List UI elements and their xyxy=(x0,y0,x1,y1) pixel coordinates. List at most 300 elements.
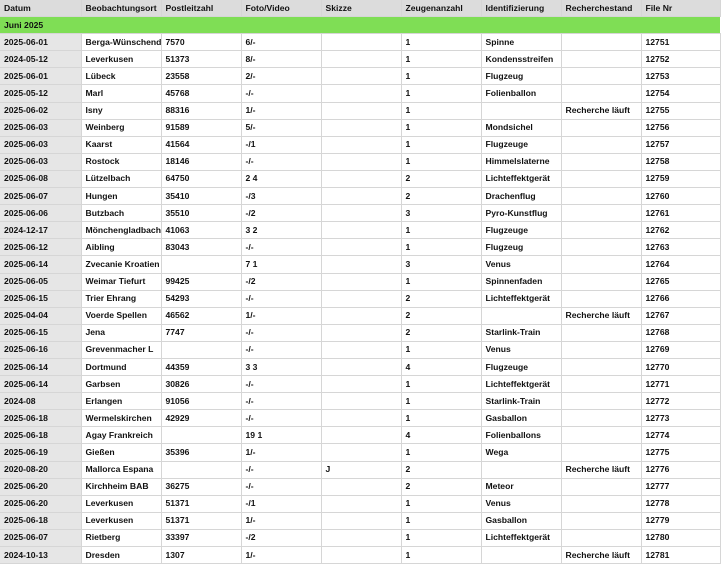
cell-datum[interactable]: 2025-06-07 xyxy=(0,188,81,205)
cell-foto-video[interactable]: 1/- xyxy=(241,444,321,461)
table-row[interactable] xyxy=(0,119,720,136)
cell-file-nr[interactable]: 12752 xyxy=(641,51,720,68)
cell-zeugen[interactable]: 1 xyxy=(401,102,481,119)
cell-file-nr[interactable]: 12757 xyxy=(641,136,720,153)
cell-zeugen[interactable]: 1 xyxy=(401,547,481,564)
cell-identifizierung[interactable]: Drachenflug xyxy=(481,188,561,205)
cell-skizze[interactable] xyxy=(321,68,401,85)
cell-skizze[interactable] xyxy=(321,222,401,239)
cell-plz[interactable]: 41564 xyxy=(161,136,241,153)
table-row[interactable] xyxy=(0,188,720,205)
cell-plz[interactable]: 51371 xyxy=(161,512,241,529)
cell-ort[interactable]: Isny xyxy=(81,102,161,119)
cell-recherchestand[interactable] xyxy=(561,427,641,444)
cell-skizze[interactable] xyxy=(321,188,401,205)
cell-plz[interactable]: 83043 xyxy=(161,239,241,256)
cell-skizze[interactable] xyxy=(321,495,401,512)
cell-skizze[interactable]: J xyxy=(321,461,401,478)
cell-skizze[interactable] xyxy=(321,547,401,564)
cell-zeugen[interactable]: 1 xyxy=(401,376,481,393)
cell-recherchestand[interactable] xyxy=(561,34,641,51)
cell-ort[interactable]: Mallorca Espana xyxy=(81,461,161,478)
cell-foto-video[interactable]: 1/- xyxy=(241,307,321,324)
cell-recherchestand[interactable] xyxy=(561,188,641,205)
cell-datum[interactable]: 2025-06-03 xyxy=(0,136,81,153)
cell-ort[interactable]: Leverkusen xyxy=(81,495,161,512)
cell-skizze[interactable] xyxy=(321,136,401,153)
cell-skizze[interactable] xyxy=(321,358,401,375)
cell-plz[interactable]: 33397 xyxy=(161,529,241,546)
cell-zeugen[interactable]: 1 xyxy=(401,153,481,170)
cell-datum[interactable]: 2025-06-14 xyxy=(0,256,81,273)
cell-ort[interactable]: Leverkusen xyxy=(81,51,161,68)
cell-file-nr[interactable]: 12756 xyxy=(641,119,720,136)
cell-plz[interactable]: 7570 xyxy=(161,34,241,51)
cell-file-nr[interactable]: 12751 xyxy=(641,34,720,51)
cell-foto-video[interactable]: -/1 xyxy=(241,136,321,153)
cell-skizze[interactable] xyxy=(321,341,401,358)
cell-ort[interactable]: Berga-Wünschend xyxy=(81,34,161,51)
cell-zeugen[interactable]: 3 xyxy=(401,256,481,273)
cell-foto-video[interactable]: 8/- xyxy=(241,51,321,68)
table-row[interactable] xyxy=(0,427,720,444)
cell-identifizierung[interactable]: Flugzeug xyxy=(481,239,561,256)
cell-zeugen[interactable]: 1 xyxy=(401,51,481,68)
cell-file-nr[interactable]: 12776 xyxy=(641,461,720,478)
cell-identifizierung[interactable]: Flugzeug xyxy=(481,68,561,85)
cell-recherchestand[interactable] xyxy=(561,170,641,187)
cell-datum[interactable]: 2025-06-18 xyxy=(0,427,81,444)
cell-plz[interactable]: 45768 xyxy=(161,85,241,102)
table-row[interactable] xyxy=(0,324,720,341)
cell-skizze[interactable] xyxy=(321,153,401,170)
cell-ort[interactable]: Marl xyxy=(81,85,161,102)
cell-skizze[interactable] xyxy=(321,170,401,187)
cell-file-nr[interactable]: 12775 xyxy=(641,444,720,461)
cell-identifizierung[interactable]: Gasballon xyxy=(481,410,561,427)
cell-plz[interactable] xyxy=(161,341,241,358)
table-row[interactable] xyxy=(0,34,720,51)
cell-recherchestand[interactable] xyxy=(561,290,641,307)
cell-recherchestand[interactable] xyxy=(561,393,641,410)
cell-file-nr[interactable]: 12753 xyxy=(641,68,720,85)
cell-zeugen[interactable]: 2 xyxy=(401,290,481,307)
cell-recherchestand[interactable] xyxy=(561,239,641,256)
cell-plz[interactable]: 46562 xyxy=(161,307,241,324)
cell-skizze[interactable] xyxy=(321,85,401,102)
cell-plz[interactable] xyxy=(161,461,241,478)
cell-datum[interactable]: 2025-06-08 xyxy=(0,170,81,187)
cell-ort[interactable]: Hungen xyxy=(81,188,161,205)
cell-ort[interactable]: Grevenmacher L xyxy=(81,341,161,358)
cell-file-nr[interactable]: 12769 xyxy=(641,341,720,358)
cell-ort[interactable]: Aibling xyxy=(81,239,161,256)
cell-ort[interactable]: Garbsen xyxy=(81,376,161,393)
table-row[interactable] xyxy=(0,85,720,102)
cell-identifizierung[interactable]: Lichteffektgerät xyxy=(481,290,561,307)
cell-zeugen[interactable]: 1 xyxy=(401,239,481,256)
cell-skizze[interactable] xyxy=(321,393,401,410)
cell-skizze[interactable] xyxy=(321,102,401,119)
cell-ort[interactable]: Lübeck xyxy=(81,68,161,85)
cell-plz[interactable]: 99425 xyxy=(161,273,241,290)
cell-identifizierung[interactable]: Venus xyxy=(481,495,561,512)
cell-ort[interactable]: Leverkusen xyxy=(81,512,161,529)
cell-foto-video[interactable]: -/- xyxy=(241,85,321,102)
cell-zeugen[interactable]: 1 xyxy=(401,341,481,358)
cell-identifizierung[interactable]: Spinne xyxy=(481,34,561,51)
cell-datum[interactable]: 2025-06-20 xyxy=(0,495,81,512)
cell-file-nr[interactable]: 12773 xyxy=(641,410,720,427)
cell-identifizierung[interactable]: Folienballons xyxy=(481,427,561,444)
cell-skizze[interactable] xyxy=(321,376,401,393)
table-row[interactable] xyxy=(0,68,720,85)
cell-file-nr[interactable]: 12772 xyxy=(641,393,720,410)
cell-skizze[interactable] xyxy=(321,512,401,529)
header-recherchestand[interactable]: Recherchestand xyxy=(561,0,641,17)
cell-zeugen[interactable]: 2 xyxy=(401,307,481,324)
table-row[interactable] xyxy=(0,376,720,393)
cell-skizze[interactable] xyxy=(321,324,401,341)
cell-recherchestand[interactable] xyxy=(561,376,641,393)
cell-datum[interactable]: 2025-06-03 xyxy=(0,153,81,170)
cell-recherchestand[interactable] xyxy=(561,256,641,273)
cell-recherchestand[interactable]: Recherche läuft xyxy=(561,102,641,119)
cell-recherchestand[interactable] xyxy=(561,136,641,153)
header-datum[interactable]: Datum xyxy=(0,0,81,17)
header-postleitzahl[interactable]: Postleitzahl xyxy=(161,0,241,17)
cell-foto-video[interactable]: 3 3 xyxy=(241,358,321,375)
cell-datum[interactable]: 2025-05-12 xyxy=(0,85,81,102)
cell-zeugen[interactable]: 1 xyxy=(401,273,481,290)
cell-datum[interactable]: 2025-06-15 xyxy=(0,290,81,307)
cell-foto-video[interactable]: 3 2 xyxy=(241,222,321,239)
table-row[interactable] xyxy=(0,358,720,375)
cell-identifizierung[interactable]: Flugzeuge xyxy=(481,222,561,239)
cell-file-nr[interactable]: 12760 xyxy=(641,188,720,205)
cell-plz[interactable]: 44359 xyxy=(161,358,241,375)
cell-zeugen[interactable]: 3 xyxy=(401,205,481,222)
cell-file-nr[interactable]: 12766 xyxy=(641,290,720,307)
cell-plz[interactable] xyxy=(161,427,241,444)
cell-identifizierung[interactable]: Mondsichel xyxy=(481,119,561,136)
table-row[interactable] xyxy=(0,393,720,410)
header-foto-video[interactable]: Foto/Video xyxy=(241,0,321,17)
cell-identifizierung[interactable]: Kondensstreifen xyxy=(481,51,561,68)
cell-file-nr[interactable]: 12779 xyxy=(641,512,720,529)
cell-datum[interactable]: 2025-06-19 xyxy=(0,444,81,461)
cell-skizze[interactable] xyxy=(321,239,401,256)
cell-foto-video[interactable]: -/2 xyxy=(241,529,321,546)
cell-datum[interactable]: 2020-08-20 xyxy=(0,461,81,478)
cell-ort[interactable]: Jena xyxy=(81,324,161,341)
cell-identifizierung[interactable] xyxy=(481,461,561,478)
cell-file-nr[interactable]: 12763 xyxy=(641,239,720,256)
cell-foto-video[interactable]: 2 4 xyxy=(241,170,321,187)
table-row[interactable] xyxy=(0,529,720,546)
cell-plz[interactable]: 35396 xyxy=(161,444,241,461)
cell-ort[interactable]: Voerde Spellen xyxy=(81,307,161,324)
cell-recherchestand[interactable] xyxy=(561,222,641,239)
cell-ort[interactable]: Agay Frankreich xyxy=(81,427,161,444)
cell-ort[interactable]: Dresden xyxy=(81,547,161,564)
cell-zeugen[interactable]: 1 xyxy=(401,393,481,410)
section-label[interactable]: Juni 2025 xyxy=(0,17,720,34)
cell-plz[interactable] xyxy=(161,256,241,273)
cell-identifizierung[interactable]: Meteor xyxy=(481,478,561,495)
cell-plz[interactable]: 36275 xyxy=(161,478,241,495)
cell-ort[interactable]: Gießen xyxy=(81,444,161,461)
cell-foto-video[interactable]: -/- xyxy=(241,410,321,427)
cell-identifizierung[interactable] xyxy=(481,547,561,564)
cell-plz[interactable]: 35510 xyxy=(161,205,241,222)
cell-identifizierung[interactable] xyxy=(481,102,561,119)
cell-foto-video[interactable]: -/- xyxy=(241,341,321,358)
cell-foto-video[interactable]: -/- xyxy=(241,290,321,307)
cell-file-nr[interactable]: 12765 xyxy=(641,273,720,290)
cell-identifizierung[interactable]: Flugzeuge xyxy=(481,136,561,153)
cell-ort[interactable]: Trier Ehrang xyxy=(81,290,161,307)
cell-foto-video[interactable]: 1/- xyxy=(241,512,321,529)
cell-recherchestand[interactable] xyxy=(561,341,641,358)
cell-plz[interactable]: 35410 xyxy=(161,188,241,205)
cell-file-nr[interactable]: 12768 xyxy=(641,324,720,341)
cell-file-nr[interactable]: 12761 xyxy=(641,205,720,222)
cell-zeugen[interactable]: 4 xyxy=(401,358,481,375)
cell-datum[interactable]: 2025-06-05 xyxy=(0,273,81,290)
cell-plz[interactable]: 7747 xyxy=(161,324,241,341)
cell-foto-video[interactable]: -/3 xyxy=(241,188,321,205)
cell-zeugen[interactable]: 1 xyxy=(401,444,481,461)
cell-identifizierung[interactable]: Wega xyxy=(481,444,561,461)
table-row[interactable] xyxy=(0,495,720,512)
cell-foto-video[interactable]: 7 1 xyxy=(241,256,321,273)
cell-datum[interactable]: 2025-06-06 xyxy=(0,205,81,222)
cell-zeugen[interactable]: 1 xyxy=(401,68,481,85)
cell-ort[interactable]: Mönchengladbach xyxy=(81,222,161,239)
cell-plz[interactable]: 1307 xyxy=(161,547,241,564)
cell-datum[interactable]: 2024-05-12 xyxy=(0,51,81,68)
cell-recherchestand[interactable] xyxy=(561,495,641,512)
cell-identifizierung[interactable] xyxy=(481,307,561,324)
cell-datum[interactable]: 2025-04-04 xyxy=(0,307,81,324)
cell-zeugen[interactable]: 2 xyxy=(401,478,481,495)
cell-zeugen[interactable]: 1 xyxy=(401,222,481,239)
cell-zeugen[interactable]: 1 xyxy=(401,410,481,427)
cell-plz[interactable]: 51371 xyxy=(161,495,241,512)
cell-plz[interactable]: 54293 xyxy=(161,290,241,307)
table-row[interactable] xyxy=(0,444,720,461)
table-row[interactable] xyxy=(0,136,720,153)
cell-recherchestand[interactable] xyxy=(561,153,641,170)
cell-zeugen[interactable]: 1 xyxy=(401,34,481,51)
cell-plz[interactable]: 18146 xyxy=(161,153,241,170)
table-row[interactable] xyxy=(0,512,720,529)
cell-recherchestand[interactable] xyxy=(561,119,641,136)
header-identifizierung[interactable]: Identifizierung xyxy=(481,0,561,17)
cell-recherchestand[interactable] xyxy=(561,205,641,222)
cell-plz[interactable]: 51373 xyxy=(161,51,241,68)
cell-file-nr[interactable]: 12764 xyxy=(641,256,720,273)
cell-ort[interactable]: Weimar Tiefurt xyxy=(81,273,161,290)
cell-recherchestand[interactable] xyxy=(561,410,641,427)
table-row[interactable] xyxy=(0,461,720,478)
cell-ort[interactable]: Butzbach xyxy=(81,205,161,222)
cell-datum[interactable]: 2025-06-02 xyxy=(0,102,81,119)
cell-zeugen[interactable]: 1 xyxy=(401,85,481,102)
cell-datum[interactable]: 2025-06-12 xyxy=(0,239,81,256)
cell-recherchestand[interactable] xyxy=(561,68,641,85)
cell-identifizierung[interactable]: Starlink-Train xyxy=(481,393,561,410)
cell-identifizierung[interactable]: Folienballon xyxy=(481,85,561,102)
cell-file-nr[interactable]: 12770 xyxy=(641,358,720,375)
cell-ort[interactable]: Wermelskirchen xyxy=(81,410,161,427)
cell-plz[interactable]: 41063 xyxy=(161,222,241,239)
cell-identifizierung[interactable]: Himmelslaterne xyxy=(481,153,561,170)
cell-identifizierung[interactable]: Lichteffektgerät xyxy=(481,376,561,393)
cell-file-nr[interactable]: 12778 xyxy=(641,495,720,512)
cell-file-nr[interactable]: 12762 xyxy=(641,222,720,239)
cell-recherchestand[interactable] xyxy=(561,324,641,341)
table-row[interactable] xyxy=(0,102,720,119)
cell-foto-video[interactable]: 6/- xyxy=(241,34,321,51)
header-skizze[interactable]: Skizze xyxy=(321,0,401,17)
table-row[interactable] xyxy=(0,547,720,564)
cell-plz[interactable]: 42929 xyxy=(161,410,241,427)
cell-foto-video[interactable]: 2/- xyxy=(241,68,321,85)
table-row[interactable] xyxy=(0,205,720,222)
cell-foto-video[interactable]: 19 1 xyxy=(241,427,321,444)
cell-foto-video[interactable]: -/2 xyxy=(241,205,321,222)
table-row[interactable] xyxy=(0,478,720,495)
cell-zeugen[interactable]: 2 xyxy=(401,324,481,341)
cell-datum[interactable]: 2025-06-16 xyxy=(0,341,81,358)
cell-datum[interactable]: 2025-06-20 xyxy=(0,478,81,495)
cell-plz[interactable]: 64750 xyxy=(161,170,241,187)
cell-identifizierung[interactable]: Venus xyxy=(481,341,561,358)
cell-identifizierung[interactable]: Flugzeuge xyxy=(481,358,561,375)
cell-file-nr[interactable]: 12758 xyxy=(641,153,720,170)
cell-skizze[interactable] xyxy=(321,307,401,324)
cell-file-nr[interactable]: 12759 xyxy=(641,170,720,187)
cell-foto-video[interactable]: 5/- xyxy=(241,119,321,136)
cell-recherchestand[interactable]: Recherche läuft xyxy=(561,547,641,564)
cell-zeugen[interactable]: 1 xyxy=(401,119,481,136)
cell-identifizierung[interactable]: Spinnenfaden xyxy=(481,273,561,290)
cell-ort[interactable]: Kirchheim BAB xyxy=(81,478,161,495)
table-row[interactable] xyxy=(0,273,720,290)
cell-recherchestand[interactable]: Recherche läuft xyxy=(561,307,641,324)
cell-recherchestand[interactable] xyxy=(561,478,641,495)
cell-recherchestand[interactable] xyxy=(561,273,641,290)
cell-ort[interactable]: Zvecanie Kroatien xyxy=(81,256,161,273)
cell-zeugen[interactable]: 2 xyxy=(401,170,481,187)
header-beobachtungsort[interactable]: Beobachtungsort xyxy=(81,0,161,17)
cell-foto-video[interactable]: -/- xyxy=(241,239,321,256)
cell-foto-video[interactable]: -/- xyxy=(241,153,321,170)
cell-skizze[interactable] xyxy=(321,427,401,444)
cell-file-nr[interactable]: 12774 xyxy=(641,427,720,444)
table-row[interactable] xyxy=(0,307,720,324)
cell-skizze[interactable] xyxy=(321,119,401,136)
cell-skizze[interactable] xyxy=(321,205,401,222)
cell-zeugen[interactable]: 2 xyxy=(401,188,481,205)
cell-datum[interactable]: 2025-06-01 xyxy=(0,34,81,51)
cell-ort[interactable]: Rietberg xyxy=(81,529,161,546)
table-row[interactable] xyxy=(0,256,720,273)
table-row[interactable] xyxy=(0,239,720,256)
cell-datum[interactable]: 2025-06-18 xyxy=(0,512,81,529)
cell-datum[interactable]: 2025-06-14 xyxy=(0,376,81,393)
cell-file-nr[interactable]: 12755 xyxy=(641,102,720,119)
cell-ort[interactable]: Weinberg xyxy=(81,119,161,136)
cell-recherchestand[interactable] xyxy=(561,358,641,375)
cell-foto-video[interactable]: -/- xyxy=(241,393,321,410)
cell-file-nr[interactable]: 12781 xyxy=(641,547,720,564)
cell-skizze[interactable] xyxy=(321,410,401,427)
cell-ort[interactable]: Rostock xyxy=(81,153,161,170)
cell-recherchestand[interactable] xyxy=(561,444,641,461)
cell-datum[interactable]: 2024-10-13 xyxy=(0,547,81,564)
cell-datum[interactable]: 2025-06-07 xyxy=(0,529,81,546)
cell-datum[interactable]: 2024-08 xyxy=(0,393,81,410)
section-row[interactable] xyxy=(0,17,720,34)
header-zeugenanzahl[interactable]: Zeugenanzahl xyxy=(401,0,481,17)
cell-foto-video[interactable]: -/- xyxy=(241,324,321,341)
cell-foto-video[interactable]: -/2 xyxy=(241,273,321,290)
cell-skizze[interactable] xyxy=(321,273,401,290)
cell-skizze[interactable] xyxy=(321,478,401,495)
cell-file-nr[interactable]: 12780 xyxy=(641,529,720,546)
table-row[interactable] xyxy=(0,222,720,239)
cell-recherchestand[interactable] xyxy=(561,85,641,102)
cell-file-nr[interactable]: 12754 xyxy=(641,85,720,102)
cell-recherchestand[interactable]: Recherche läuft xyxy=(561,461,641,478)
cell-skizze[interactable] xyxy=(321,444,401,461)
cell-identifizierung[interactable]: Pyro-Kunstflug xyxy=(481,205,561,222)
cell-zeugen[interactable]: 1 xyxy=(401,495,481,512)
cell-ort[interactable]: Lützelbach xyxy=(81,170,161,187)
cell-plz[interactable]: 88316 xyxy=(161,102,241,119)
cell-zeugen[interactable]: 2 xyxy=(401,461,481,478)
cell-zeugen[interactable]: 1 xyxy=(401,529,481,546)
cell-datum[interactable]: 2025-06-18 xyxy=(0,410,81,427)
cell-identifizierung[interactable]: Starlink-Train xyxy=(481,324,561,341)
cell-skizze[interactable] xyxy=(321,34,401,51)
table-row[interactable] xyxy=(0,290,720,307)
cell-plz[interactable]: 30826 xyxy=(161,376,241,393)
cell-datum[interactable]: 2025-06-03 xyxy=(0,119,81,136)
cell-foto-video[interactable]: -/- xyxy=(241,478,321,495)
cell-skizze[interactable] xyxy=(321,529,401,546)
table-row[interactable] xyxy=(0,51,720,68)
cell-file-nr[interactable]: 12767 xyxy=(641,307,720,324)
cell-skizze[interactable] xyxy=(321,51,401,68)
cell-plz[interactable]: 91056 xyxy=(161,393,241,410)
cell-foto-video[interactable]: 1/- xyxy=(241,102,321,119)
cell-ort[interactable]: Erlangen xyxy=(81,393,161,410)
cell-plz[interactable]: 23558 xyxy=(161,68,241,85)
cell-foto-video[interactable]: -/1 xyxy=(241,495,321,512)
cell-datum[interactable]: 2025-06-14 xyxy=(0,358,81,375)
cell-file-nr[interactable]: 12771 xyxy=(641,376,720,393)
cell-identifizierung[interactable]: Lichteffektgerät xyxy=(481,529,561,546)
cell-foto-video[interactable]: -/- xyxy=(241,376,321,393)
cell-ort[interactable]: Dortmund xyxy=(81,358,161,375)
table-row[interactable] xyxy=(0,170,720,187)
cell-file-nr[interactable]: 12777 xyxy=(641,478,720,495)
table-row[interactable] xyxy=(0,153,720,170)
